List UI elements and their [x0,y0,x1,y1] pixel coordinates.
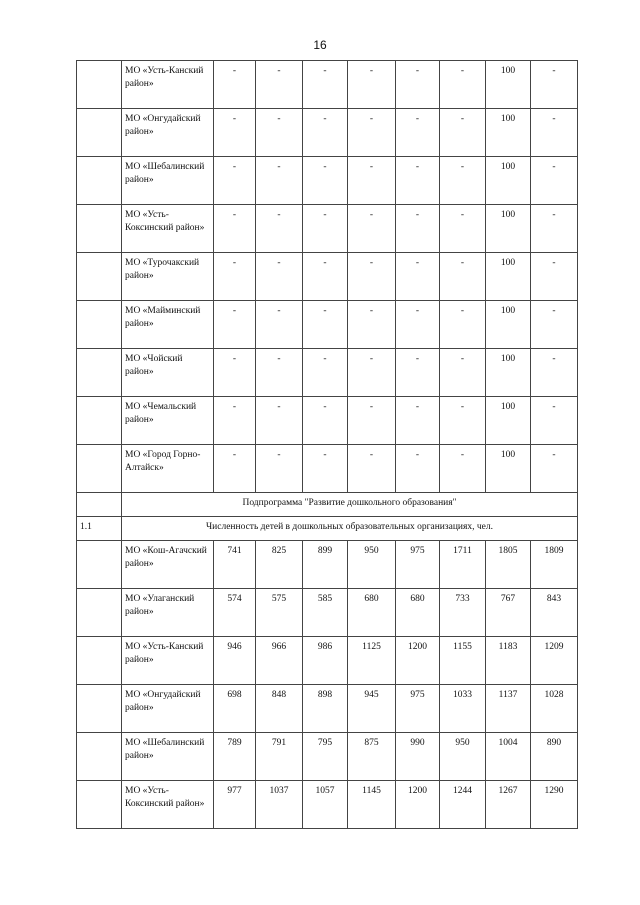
value-cell: 680 [396,589,440,637]
value-cell: 898 [303,685,348,733]
value-cell: - [303,109,348,157]
table-row [77,589,578,637]
value-cell: - [348,253,396,301]
value-cell: 575 [256,589,303,637]
value-cell: 1137 [486,685,531,733]
value-cell: - [214,109,256,157]
value-cell: - [256,397,303,445]
value-cell: - [256,253,303,301]
value-cell: - [214,61,256,109]
value-cell: 975 [396,685,440,733]
value-cell: - [348,157,396,205]
value-cell: - [348,349,396,397]
value-cell: - [396,397,440,445]
row-number-cell [77,301,122,349]
subprogram-row [77,493,578,517]
value-cell: - [440,301,486,349]
value-cell: - [348,61,396,109]
value-cell: 733 [440,589,486,637]
region-name-cell: МО «Усть-Канский район» [122,637,214,685]
region-name-cell: МО «Чойский район» [122,349,214,397]
indicator-table [76,60,578,829]
region-name-cell: МО «Усть-Канский район» [122,61,214,109]
value-cell: - [303,445,348,493]
value-cell: 1244 [440,781,486,829]
value-cell: - [256,61,303,109]
table-row [77,397,578,445]
value-cell: - [440,397,486,445]
value-cell: 843 [531,589,578,637]
value-cell: 767 [486,589,531,637]
value-cell: 950 [348,541,396,589]
value-cell: - [440,205,486,253]
region-name-cell: МО «Майминский район» [122,301,214,349]
value-cell: 1125 [348,637,396,685]
row-number-cell [77,541,122,589]
value-cell: - [396,301,440,349]
region-name-cell: МО «Кош-Агачский район» [122,541,214,589]
value-cell: - [303,61,348,109]
value-cell: - [303,301,348,349]
value-cell: - [214,445,256,493]
value-cell: 945 [348,685,396,733]
value-cell: 1809 [531,541,578,589]
value-cell: - [256,301,303,349]
row-number-cell [77,781,122,829]
row-number-cell [77,157,122,205]
region-name-cell: МО «Онгудайский район» [122,685,214,733]
value-cell: 1145 [348,781,396,829]
value-cell: 1033 [440,685,486,733]
value-cell: 100 [486,445,531,493]
table-row [77,637,578,685]
value-cell: 585 [303,589,348,637]
value-cell: 1057 [303,781,348,829]
row-number-cell [77,253,122,301]
value-cell: 977 [214,781,256,829]
value-cell: 1711 [440,541,486,589]
table-row [77,685,578,733]
value-cell: 990 [396,733,440,781]
value-cell: - [348,205,396,253]
region-name-cell: МО «Усть-Коксинский район» [122,781,214,829]
value-cell: 1004 [486,733,531,781]
value-cell: 100 [486,253,531,301]
row-number-cell [77,493,122,517]
value-cell: - [531,109,578,157]
region-name-cell: МО «Турочакский район» [122,253,214,301]
table-row [77,109,578,157]
value-cell: - [396,205,440,253]
value-cell: 741 [214,541,256,589]
row-number-cell [77,733,122,781]
indicator-number: 1.1 [77,517,122,541]
value-cell: - [531,205,578,253]
page-number: 16 [313,38,327,52]
value-cell: 875 [348,733,396,781]
region-name-cell: МО «Город Горно-Алтайск» [122,445,214,493]
value-cell: 100 [486,61,531,109]
value-cell: 975 [396,541,440,589]
value-cell: - [303,397,348,445]
value-cell: - [396,157,440,205]
value-cell: 1290 [531,781,578,829]
value-cell: - [303,253,348,301]
value-cell: - [440,109,486,157]
value-cell: - [531,61,578,109]
row-number-cell [77,589,122,637]
table-row [77,733,578,781]
table-body [77,61,578,829]
value-cell: - [531,349,578,397]
value-cell: 848 [256,685,303,733]
value-cell: - [396,349,440,397]
row-number-cell [77,349,122,397]
value-cell: 100 [486,349,531,397]
value-cell: 574 [214,589,256,637]
value-cell: - [440,157,486,205]
value-cell: 825 [256,541,303,589]
value-cell: 100 [486,301,531,349]
value-cell: - [214,301,256,349]
row-number-cell [77,205,122,253]
value-cell: - [348,301,396,349]
value-cell: - [303,349,348,397]
indicator-title: Численность детей в дошкольных образовательных организациях, чел. [122,517,578,541]
value-cell: 100 [486,157,531,205]
value-cell: 791 [256,733,303,781]
table-row [77,541,578,589]
value-cell: 890 [531,733,578,781]
value-cell: 100 [486,397,531,445]
value-cell: - [256,349,303,397]
subprogram-title: Подпрограмма "Развитие дошкольного образования" [122,493,578,517]
value-cell: - [396,61,440,109]
table-row [77,157,578,205]
indicator-row [77,517,578,541]
region-name-cell: МО «Онгудайский район» [122,109,214,157]
row-number-cell [77,397,122,445]
value-cell: - [440,253,486,301]
value-cell: - [303,205,348,253]
row-number-cell [77,109,122,157]
value-cell: - [214,157,256,205]
value-cell: - [531,301,578,349]
value-cell: - [256,157,303,205]
value-cell: - [440,349,486,397]
value-cell: 1805 [486,541,531,589]
region-name-cell: МО «Улаганский район» [122,589,214,637]
value-cell: 950 [440,733,486,781]
table-row [77,301,578,349]
value-cell: 899 [303,541,348,589]
value-cell: 795 [303,733,348,781]
value-cell: 789 [214,733,256,781]
value-cell: 1267 [486,781,531,829]
value-cell: - [214,349,256,397]
value-cell: 1155 [440,637,486,685]
value-cell: 1183 [486,637,531,685]
table-row [77,781,578,829]
value-cell: - [348,397,396,445]
value-cell: - [440,61,486,109]
value-cell: 1209 [531,637,578,685]
value-cell: - [303,157,348,205]
value-cell: 100 [486,109,531,157]
value-cell: - [348,109,396,157]
row-number-cell [77,637,122,685]
table-row [77,349,578,397]
value-cell: - [214,205,256,253]
value-cell: 966 [256,637,303,685]
region-name-cell: МО «Усть-Коксинский район» [122,205,214,253]
row-number-cell [77,445,122,493]
table-row [77,445,578,493]
value-cell: 1028 [531,685,578,733]
value-cell: - [396,253,440,301]
table-row [77,205,578,253]
value-cell: - [256,445,303,493]
region-name-cell: МО «Шебалинский район» [122,733,214,781]
value-cell: 946 [214,637,256,685]
value-cell: 1200 [396,781,440,829]
value-cell: - [214,397,256,445]
region-name-cell: МО «Шебалинский район» [122,157,214,205]
value-cell: 1200 [396,637,440,685]
value-cell: 698 [214,685,256,733]
value-cell: 680 [348,589,396,637]
value-cell: - [256,109,303,157]
region-name-cell: МО «Чемальский район» [122,397,214,445]
value-cell: - [531,157,578,205]
value-cell: 986 [303,637,348,685]
value-cell: - [531,253,578,301]
table-row [77,253,578,301]
value-cell: - [396,109,440,157]
value-cell: - [214,253,256,301]
value-cell: - [348,445,396,493]
value-cell: - [256,205,303,253]
table-row [77,61,578,109]
value-cell: - [440,445,486,493]
row-number-cell [77,61,122,109]
value-cell: - [531,397,578,445]
row-number-cell [77,685,122,733]
value-cell: - [396,445,440,493]
value-cell: 1037 [256,781,303,829]
value-cell: - [531,445,578,493]
value-cell: 100 [486,205,531,253]
